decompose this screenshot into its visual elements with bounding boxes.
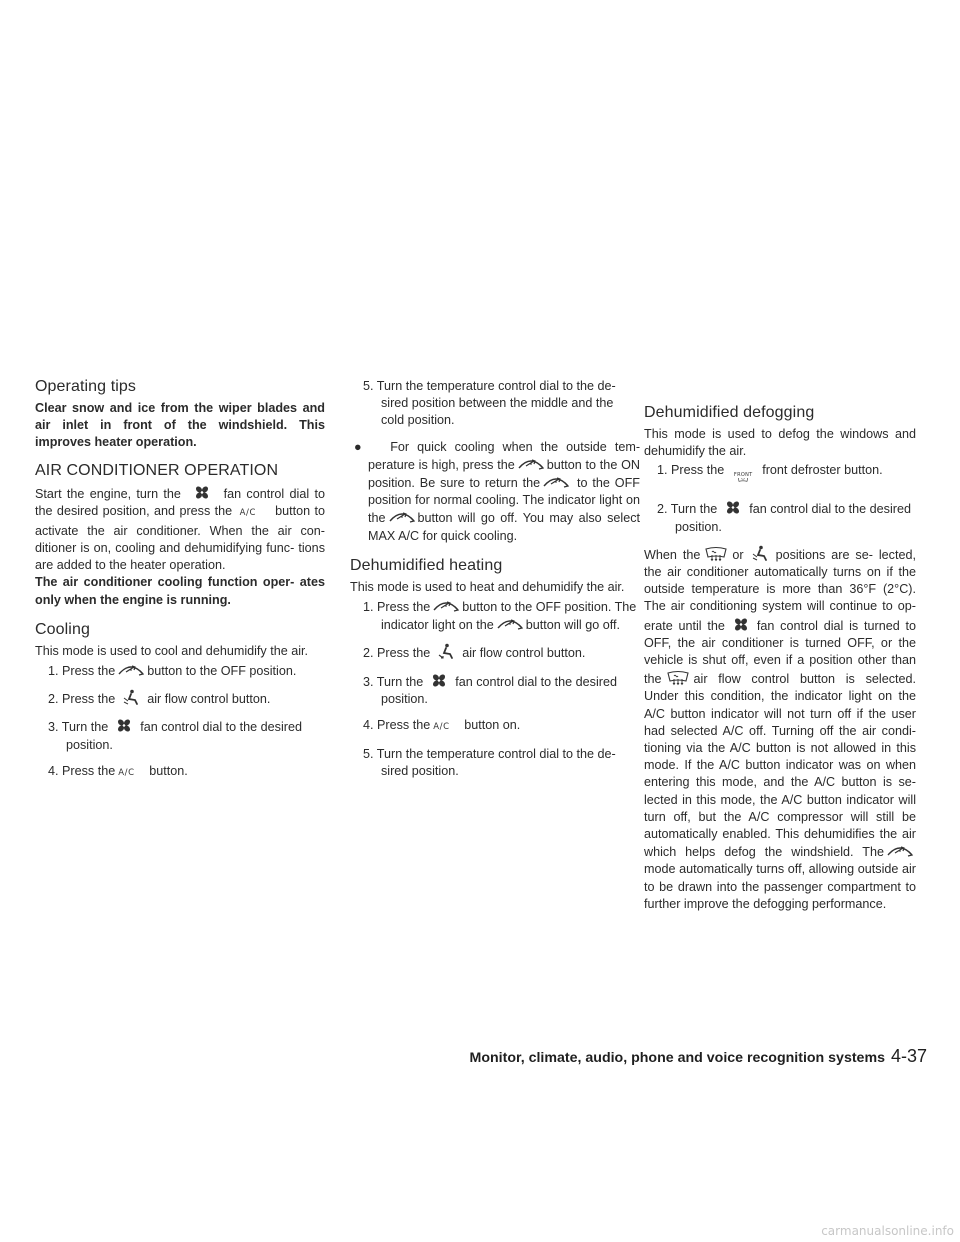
front-icon-label: FRONT [733, 472, 753, 479]
step-number: 3. [48, 720, 59, 735]
defog-text: fan control dial is turned to OFF, the air conditioner is turned OFF, or the vehicle is shut off, even if a position other than the [644, 618, 916, 687]
heading-cooling: Cooling [35, 620, 90, 638]
defog-text: positions are se- lected, the air conditioner automatically turns on if the outside temperature is more than 36°F (2°C). The air conditioning system will continue to op- erate until the [644, 547, 916, 633]
step-text: button to the OFF position. The indicator light on the [381, 600, 637, 633]
step-number: 1. [363, 600, 374, 615]
step-text: Turn the temperature control dial to the de- sired position. [376, 747, 616, 779]
defog-steps [644, 462, 916, 535]
recirculation-icon [884, 843, 916, 859]
step-text: Press the [62, 692, 116, 707]
cooling-steps [35, 662, 325, 783]
recirculation-icon [386, 509, 418, 525]
ac-bold-note: The air conditioner cooling function oper- ates only when the engine is running. [35, 575, 325, 607]
defog-paragraph [644, 545, 916, 913]
quick-cooling-bullet [350, 439, 640, 545]
step-text: air flow control button. [147, 692, 271, 707]
step-text: button on. [464, 718, 521, 733]
fan-icon [108, 717, 140, 734]
bullet-text: For quick cooling when the outside tem- perature is high, press the [368, 439, 641, 472]
step-text: Press the [377, 718, 431, 733]
step-number: 2. [363, 646, 374, 661]
step-text: fan control dial to the desired position. [66, 720, 302, 752]
fan-icon [717, 499, 749, 516]
step-number: 5. [363, 379, 374, 393]
page-number: 4-37 [890, 1046, 927, 1066]
fan-icon [725, 616, 757, 633]
defog-text: air flow control button is selected. Under this condition, the indicator light on the A/C button indicator will not turn off if the user had selected A/C off. Turning off the air condi- tioning via the A/C button is not allowed in this mode. If the A/C button indicator was on when entering this mode, and the A/C button is se- lected in this mode, the A/C button indicator will turn off, but the A/C compressor will still be automatically enabled. This dehumidifies the air which helps defog the windshield. The [644, 672, 916, 860]
heading-dehumidified-heating: Dehumidified heating [350, 556, 503, 574]
floor-airflow-icon [115, 689, 147, 706]
defog-text: When the [644, 547, 701, 562]
step-number: 2. [657, 502, 668, 517]
heading-air-conditioner-operation: AIR CONDITIONER OPERATION [35, 461, 279, 479]
bullet-mark: ● [354, 439, 367, 454]
step-number: 4. [363, 718, 374, 733]
fan-icon [186, 484, 218, 501]
step-text: button will go off. [525, 618, 620, 633]
step-text: Press the [671, 463, 725, 478]
cooling-steps-continued [350, 378, 640, 430]
front-defroster-icon [724, 472, 762, 490]
list-item [644, 462, 916, 490]
defog-intro: This mode is used to defog the windows and dehumidify the air. [644, 427, 916, 459]
step-number: 1. [48, 664, 59, 679]
defog-text: or [732, 547, 744, 562]
step-text: Press the [377, 646, 431, 661]
ac-text-b: fan control dial to the desired position, and press the [35, 486, 325, 518]
column-right [644, 378, 916, 913]
recirculation-icon [430, 598, 462, 614]
ac-button-icon [430, 723, 464, 737]
heading-operating-tips: Operating tips [35, 378, 137, 395]
step-number: 1. [657, 463, 668, 478]
recirculation-icon [515, 456, 547, 472]
list-item [350, 598, 640, 634]
ac-text-a: Start the engine, turn the [35, 486, 181, 501]
watermark-text: carmanualsonline.info [821, 1224, 954, 1238]
step-text: button. [149, 763, 188, 778]
step-number: 3. [363, 674, 374, 689]
column-left [35, 378, 325, 792]
cooling-intro: This mode is used to cool and dehumidify the air. [35, 643, 309, 658]
bullet-text: button to the ON position. Be sure to return the [368, 457, 640, 491]
step-text: Press the [62, 664, 116, 679]
step-text: fan control dial to the desired position. [675, 502, 911, 534]
list-item [350, 717, 640, 737]
recirculation-icon [494, 616, 526, 632]
heading-dehumidified-defogging: Dehumidified defogging [644, 404, 815, 421]
step-text: button to the OFF position. [147, 664, 297, 679]
ac-icon-label: A/C [433, 722, 450, 733]
list-item [350, 378, 640, 430]
tips-bold-text: Clear snow and ice from the wiper blades and air inlet in front of the windshield. This improves heater operation. [35, 401, 325, 450]
list-item [35, 717, 325, 753]
step-text: Turn the [376, 674, 424, 689]
bullet-text: to the OFF position for normal cooling. The indicator light on the [368, 476, 640, 526]
recirculation-icon [540, 474, 572, 490]
list-item [35, 763, 325, 783]
ac-button-icon [237, 509, 271, 523]
defrost-icon [662, 669, 694, 686]
list-item [35, 662, 325, 680]
list-item [644, 499, 916, 535]
fan-icon [423, 672, 455, 689]
list-item [350, 672, 640, 708]
floor-defrost-icon [744, 545, 776, 562]
step-text: Press the [62, 763, 116, 778]
watermark [0, 1224, 960, 1242]
step-text: Turn the [61, 720, 109, 735]
list-item [350, 643, 640, 662]
ac-button-icon [115, 769, 149, 783]
bullet-text: button will go off. You may also select MAX A/C for quick cooling. [368, 511, 640, 543]
ac-paragraph [35, 484, 325, 575]
step-number: 2. [48, 692, 59, 707]
page-footer [0, 1046, 927, 1067]
step-number: 5. [363, 747, 374, 762]
footer-section-title: Monitor, climate, audio, phone and voice recognition systems [469, 1050, 885, 1066]
heating-intro: This mode is used to heat and dehumidify the air. [350, 579, 625, 594]
step-text: Turn the [670, 502, 718, 517]
heating-steps [350, 598, 640, 780]
floor-airflow-icon [430, 643, 462, 660]
list-item [35, 689, 325, 708]
defrost-icon [700, 545, 732, 562]
step-number: 4. [48, 763, 59, 778]
step-text: Turn the temperature control dial to the de- sired position between the middle and the cold position. [376, 379, 616, 428]
recirculation-icon [115, 662, 147, 678]
ac-text-c: button to activate the air conditioner. When the air con- ditioner is on, cooling and dehumidifying func- tions are added to the heater operation. [35, 503, 326, 573]
ac-icon-label: A/C [239, 507, 257, 518]
step-text: fan control dial to the desired position. [381, 674, 617, 706]
ac-icon-label: A/C [118, 767, 135, 778]
step-text: front defroster button. [762, 463, 883, 478]
column-middle [350, 378, 640, 789]
step-text: Press the [377, 600, 431, 615]
defog-text: mode automatically turns off, allowing outside air to be drawn into the passenger compartment to further improve the defogging performance. [644, 862, 916, 911]
list-item [350, 746, 640, 780]
step-text: air flow control button. [462, 646, 586, 661]
